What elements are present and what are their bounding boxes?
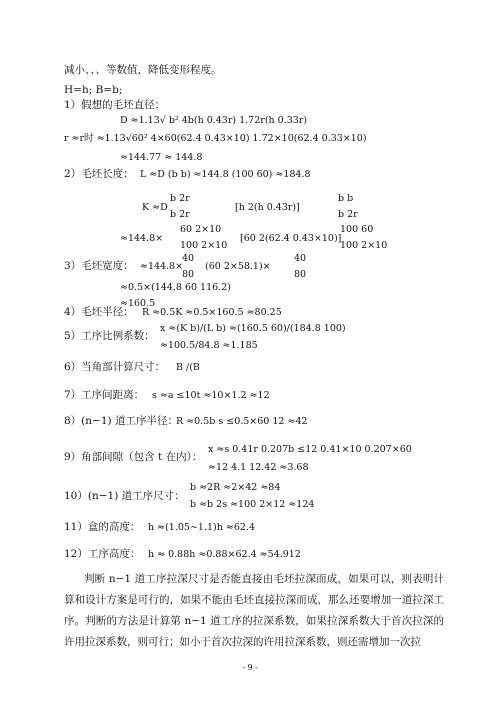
condition-text: H=h; B=b;: [64, 84, 123, 96]
s12-eq: h ≈ 0.88h ≈0.88×62.4 ≈54.912: [148, 549, 301, 560]
s10-eq1: b ≈2R ≈2×42 ≈84: [190, 482, 281, 493]
s3-eq1e: 40: [294, 253, 307, 264]
s4-eq: R ≈0.5K ≈0.5×160.5 ≈80.25: [142, 307, 282, 318]
s3-eq1a: ≈144.8×: [140, 261, 184, 272]
s3-title: 3）毛坯宽度：: [64, 260, 134, 272]
s3-eq3: ≈160.5: [120, 298, 156, 309]
s6-title: 6）当角部计算尺寸：: [64, 361, 166, 373]
s7-eq: s ≈a ≤10t ≈10×1.2 ≈12: [152, 390, 270, 401]
page-number: - 9 -: [242, 663, 258, 672]
s12-title: 12）工序高度：: [64, 548, 141, 560]
s2-eq2f: b 2r: [338, 209, 358, 220]
s11-eq: h ≈(1.05∼1.1)h ≈62.4: [148, 522, 255, 533]
s9-eq2: ≈12 4.1 12.42 ≈3.68: [208, 462, 309, 473]
s2-eq3b: 60 2×10: [180, 224, 222, 235]
s11-title: 11）盒的高度：: [64, 521, 141, 533]
conclusion-paragraph: 判断 n−1 道工序拉深尺寸是否能直接由毛坯拉深而成，如果可以，则表明计算和设计方案是可行的，如果不能由毛坯直接拉深而成，那么还要增加一道拉深工序。判断的方法是计算第 n−1 道工序的拉深系数，如果拉深系数大于首次拉深的许用拉深系数，则可行；如小于首次拉深的许用拉深系数，则还需增加一次拉: [64, 573, 444, 648]
s5-title: 5）工序比例系数：: [64, 330, 155, 342]
s3-eq2: ≈0.5×(144.8 60 116.2): [120, 282, 231, 293]
s3-eq1d: (60 2×58.1)×: [205, 261, 271, 272]
s6-eq: B /(B: [176, 362, 200, 373]
s1-eq2: r ≈r时 ≈1.13√60² 4×60(62.4 0.43×10) 1.72×10(62.4 0.33×10): [64, 133, 367, 144]
s2-eq3e: 100 60: [340, 224, 374, 235]
s2-title: 2）毛坯长度：: [64, 168, 134, 180]
s9-title: 9）角部间隙（包含 t 在内）：: [64, 451, 203, 463]
s2-eq2c: b 2r: [170, 209, 190, 220]
s5-eq1: x ≈(K b)/(L b) ≈(160.5 60)/(184.8 100): [160, 323, 346, 334]
s3-eq1b: 40: [182, 253, 195, 264]
s1-eq3: ≈144.77 ≈ 144.8: [120, 152, 203, 163]
s2-eq2d: [h 2(h 0.43r)]: [235, 202, 300, 213]
s8-eq: R ≈0.5b s ≤0.5×60 12 ≈42: [176, 416, 308, 427]
s5-eq2: ≈100.5/84.8 ≈1.185: [160, 340, 258, 351]
s4-title: 4）毛坯半径：: [64, 306, 134, 318]
s2-eq3f: 100 2×10: [340, 240, 388, 251]
s2-eq3a: ≈144.8×: [120, 233, 164, 244]
s2-eq2a: K ≈D: [142, 202, 168, 213]
s10-title: 10）(n−1) 道工序尺寸：: [64, 490, 185, 502]
s10-eq2: b ≈b 2s ≈100 2×12 ≈124: [190, 499, 315, 510]
s1-eq1: D ≈1.13√ b² 4b(h 0.43r) 1.72r(h 0.33r): [120, 115, 308, 126]
s8-title: 8）(n−1) 道工序半径：: [64, 415, 178, 427]
s2-eq3c: 100 2×10: [180, 240, 228, 251]
s2-eq2e: b b: [338, 193, 354, 204]
s7-title: 7）工序间距离：: [64, 389, 145, 401]
s2-eq3d: [60 2(62.4 0.43×10)]: [240, 233, 342, 244]
intro-text: 减小、、、等数值，降低变形程度。: [64, 64, 222, 76]
s9-eq1: x ≈s 0.41r 0.207b ≤12 0.41×10 0.207×60: [208, 444, 412, 455]
s2-eq1: L ≈D (b b) ≈144.8 (100 60) ≈184.8: [140, 169, 311, 180]
s2-eq2b: b 2r: [170, 193, 190, 204]
s1-title: 1）假想的毛坯直径：: [64, 99, 166, 111]
s3-eq1f: 80: [294, 269, 307, 280]
s3-eq1c: 80: [182, 269, 195, 280]
